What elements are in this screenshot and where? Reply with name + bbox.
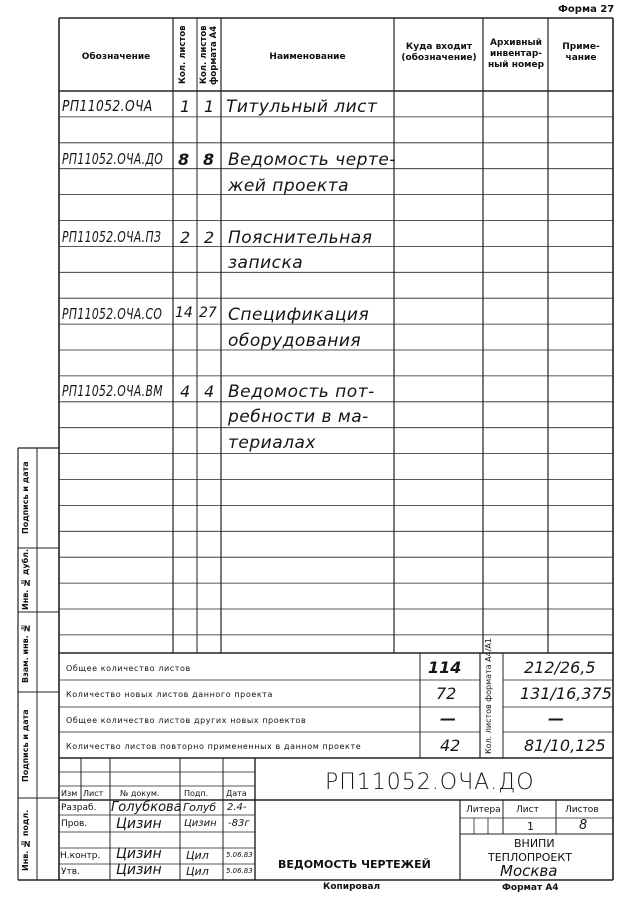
col-sign: Подп. (184, 789, 209, 798)
norm-control-name: Цизин (116, 846, 162, 862)
role-norm-control: Н.контр. (60, 851, 101, 861)
summary-count-new: 72 (436, 684, 457, 703)
sheets-value: 8 (579, 818, 588, 833)
row-name-line: жей проекта (228, 176, 350, 196)
row-sheets-a4: 8 (203, 150, 215, 169)
side-vzam-inv: Взам. инв. № (21, 623, 30, 683)
header-sheets-count: Кол. листов (178, 25, 188, 85)
checker-date: -83г (228, 818, 250, 829)
header-sheets-a4: Кол. листов формата А4 (199, 25, 219, 85)
developer-sign: Голуб (183, 801, 217, 814)
col-izm: Изм (61, 789, 78, 798)
row-sheets-a4: 27 (199, 305, 217, 321)
approver-sign: Цил (186, 865, 209, 878)
side-inv-dubl: Инв. № дубл. (21, 548, 30, 610)
row-sheets: 8 (178, 150, 190, 169)
summary-label-other: Общее количество листов других новых проектов (66, 716, 307, 725)
norm-control-date: 5.06.83 (226, 851, 253, 859)
footer-copied: Копировал (323, 882, 381, 892)
side-sign-date-top: Подпись и дата (21, 461, 30, 535)
row-name-line: Ведомость пот- (228, 382, 375, 402)
row-sheets-a4: 4 (204, 382, 215, 401)
row-name-line: териалах (228, 433, 316, 453)
sheets-label: Листов (565, 805, 599, 815)
summary-label-reused: Количество листов повторно примененных в данном проекте (66, 742, 362, 751)
sheet-value: 1 (527, 820, 534, 833)
role-checker: Пров. (61, 819, 88, 829)
header-name: Наименование (269, 52, 346, 62)
row-sheets-a4: 2 (204, 228, 215, 247)
summary-a4-other: — (548, 709, 564, 728)
summary-label-new: Количество новых листов данного проекта (66, 690, 274, 699)
col-list: Лист (83, 789, 104, 798)
row-designation: РП11052.ОЧА.СО (62, 305, 163, 323)
header-archive-number: Архивный инвентар- ный номер (487, 38, 545, 70)
header-note: Приме- чание (562, 42, 600, 63)
checker-name: Цизин (116, 816, 162, 832)
role-approver: Утв. (61, 867, 80, 877)
col-date: Дата (226, 789, 247, 798)
doc-code: РП11052.ОЧА.ДО (325, 770, 535, 795)
row-name-line: ребности в ма- (228, 407, 369, 427)
summary-count-other: — (440, 709, 456, 728)
row-designation: РП11052.ОЧА.ВМ (62, 382, 163, 400)
header-where-used: Куда входит (обозначение) (401, 42, 477, 63)
row-name-line: Титульный лист (226, 97, 378, 117)
row-designation: РП11052.ОЧА.ПЗ (62, 228, 162, 246)
role-developer: Разраб. (61, 803, 97, 813)
side-inv-podl: Инв. № подл. (21, 809, 30, 871)
row-name-line: записка (228, 253, 304, 273)
sheet-label: Лист (516, 805, 539, 815)
row-name-line: оборудования (228, 331, 362, 351)
approver-name: Цизин (116, 862, 162, 878)
developer-name: Голубкова (111, 800, 182, 815)
doc-title: ВЕДОМОСТЬ ЧЕРТЕЖЕЙ (278, 858, 431, 871)
summary-count-total: 114 (428, 658, 462, 677)
summary-label-total: Общее количество листов (66, 664, 191, 673)
row-designation: РП11052.ОЧА.ДО (62, 150, 164, 168)
header-designation: Обозначение (81, 52, 151, 62)
row-sheets: 1 (180, 97, 191, 116)
row-name-line: Пояснительная (228, 228, 373, 248)
approver-date: 5.06.83 (226, 867, 253, 875)
checker-sign: Цизин (184, 818, 217, 829)
row-sheets: 4 (180, 382, 191, 401)
norm-control-sign: Цил (186, 849, 209, 862)
row-name-line: Ведомость черте- (228, 150, 396, 170)
row-name-line: Спецификация (228, 305, 370, 325)
col-doc: № докум. (120, 789, 160, 798)
summary-a4-label: Кол. листов формата А4/А1 (484, 638, 493, 754)
row-sheets: 2 (180, 228, 191, 247)
summary-a4-new: 131/16,375 (520, 684, 612, 703)
row-designation: РП11052.ОЧА (62, 97, 153, 115)
summary-a4-reused: 81/10,125 (524, 736, 606, 755)
summary-a4-total: 212/26,5 (524, 658, 596, 677)
org-line-2: ТЕПЛОПРОЕКТ (488, 851, 572, 864)
row-sheets-a4: 1 (204, 97, 215, 116)
city: Москва (500, 862, 558, 880)
row-sheets: 14 (175, 305, 193, 321)
side-sign-date-bottom: Подпись и дата (21, 709, 30, 783)
footer-format: Формат А4 (502, 883, 559, 893)
summary-count-reused: 42 (440, 736, 461, 755)
org-line-1: ВНИПИ (514, 837, 555, 850)
litera-label: Литера (466, 805, 501, 815)
developer-date: 2.4- (227, 802, 247, 813)
form-label: Форма 27 (558, 4, 615, 15)
